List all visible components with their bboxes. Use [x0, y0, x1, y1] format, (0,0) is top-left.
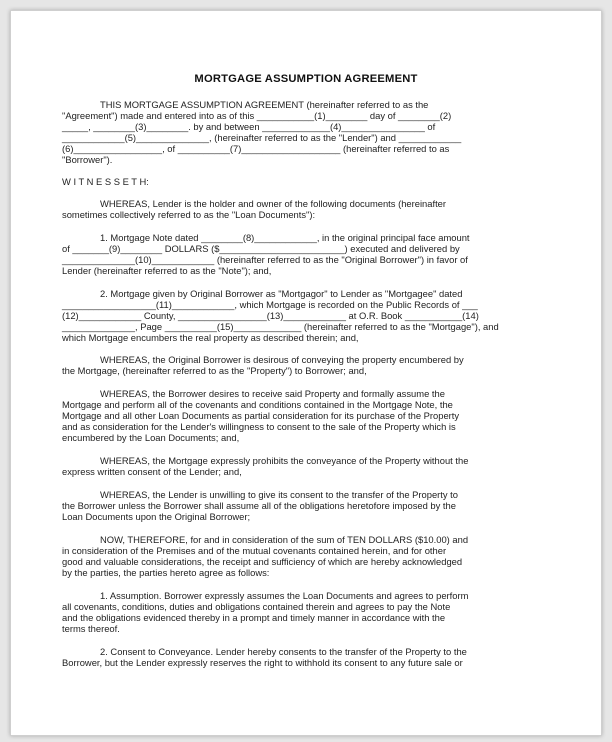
text-line: the Borrower unless the Borrower shall assume all of the obligations heretofore imposed by the: [62, 500, 456, 511]
text-line: __________________(11)____________, which Mortgage is recorded on the Public Records of ___: [62, 299, 478, 310]
document-title: MORTGAGE ASSUMPTION AGREEMENT: [194, 73, 418, 85]
text-line: Borrower, but the Lender expressly reserves the right to withhold its consent to any future sale or: [62, 657, 463, 668]
text-line: which Mortgage encumbers the real property as described therein; and,: [62, 332, 359, 343]
text-line: 2. Consent to Conveyance. Lender hereby consents to the transfer of the Property to the: [100, 646, 467, 657]
text-line: NOW, THEREFORE, for and in consideration of the sum of TEN DOLLARS ($10.00) and: [100, 534, 469, 545]
text-line: "Agreement") made and entered into as of this ___________(1)________ day of ________(2): [62, 110, 452, 121]
text-line: ______________, Page __________(15)_____________ (hereinafter referred to as the "Mortgage"), and: [62, 321, 499, 332]
text-line: WHEREAS, the Mortgage expressly prohibits the conveyance of the Property without the: [100, 455, 469, 466]
text-line: in consideration of the Premises and of the mutual covenants contained herein, and for other: [62, 545, 447, 556]
section-heading: W I T N E S S E T H:: [62, 176, 149, 187]
text-line: WHEREAS, the Lender is unwilling to give its consent to the transfer of the Property to: [100, 489, 458, 500]
document-page: [10, 10, 602, 736]
text-line: WHEREAS, the Borrower desires to receive said Property and formally assume the: [100, 388, 445, 399]
text-line: 1. Mortgage Note dated ________(8)____________, in the original principal face amount: [100, 232, 470, 243]
text-line: 2. Mortgage given by Original Borrower as "Mortgagor" to Lender as "Mortgagee" dated: [100, 288, 463, 299]
text-line: sometimes collectively referred to as the "Loan Documents"):: [62, 209, 316, 220]
text-line: WHEREAS, the Original Borrower is desirous of conveying the property encumbered by: [100, 354, 464, 365]
text-line: THIS MORTGAGE ASSUMPTION AGREEMENT (hereinafter referred to as the: [100, 99, 429, 110]
text-line: "Borrower").: [62, 154, 113, 165]
text-line: Mortgage and all other Loan Documents as partial consideration for its purchase of the Property: [62, 410, 460, 421]
text-line: Mortgage and perform all of the covenants and conditions contained in the Mortgage Note, the: [62, 399, 453, 410]
text-line: (6)_________________, of __________(7)___________________ (hereinafter referred to as: [62, 143, 450, 154]
text-line: terms thereof.: [62, 623, 120, 634]
text-line: _____, ________(3)________. by and between _____________(4)________________ of: [62, 121, 436, 132]
text-line: ______________(10)____________ (hereinafter referred to as the "Original Borrower") in favor of: [62, 254, 468, 265]
text-line: express written consent of the Lender; and,: [62, 466, 242, 477]
text-line: 1. Assumption. Borrower expressly assumes the Loan Documents and agrees to perform: [100, 590, 469, 601]
text-line: all covenants, conditions, duties and obligations contained therein and agrees to pay the Note: [62, 601, 451, 612]
text-line: and the obligations evidenced thereby in a prompt and timely manner in accordance with the: [62, 612, 446, 623]
text-line: (12)____________ County, _________________(13)____________ at O.R. Book ___________(14): [62, 310, 479, 321]
text-line: Lender (hereinafter referred to as the "Note"); and,: [62, 265, 272, 276]
text-line: good and valuable considerations, the receipt and sufficiency of which are hereby acknowledged: [62, 556, 463, 567]
text-line: encumbered by the Loan Documents; and,: [62, 432, 240, 443]
text-line: ____________(5)______________, (hereinafter referred to as the "Lender") and ____________: [62, 132, 462, 143]
text-line: Loan Documents upon the Original Borrower;: [62, 511, 251, 522]
text-line: WHEREAS, Lender is the holder and owner of the following documents (hereinafter: [100, 198, 447, 209]
text-line: by the parties, the parties hereto agree as follows:: [62, 567, 270, 578]
text-line: and as consideration for the Lender's willingness to consent to the sale of the Property which is: [62, 421, 456, 432]
text-line: of _______(9)________ DOLLARS ($________________________) executed and delivered by: [62, 243, 460, 254]
text-line: the Mortgage, (hereinafter referred to as the "Property") to Borrower; and,: [62, 365, 367, 376]
